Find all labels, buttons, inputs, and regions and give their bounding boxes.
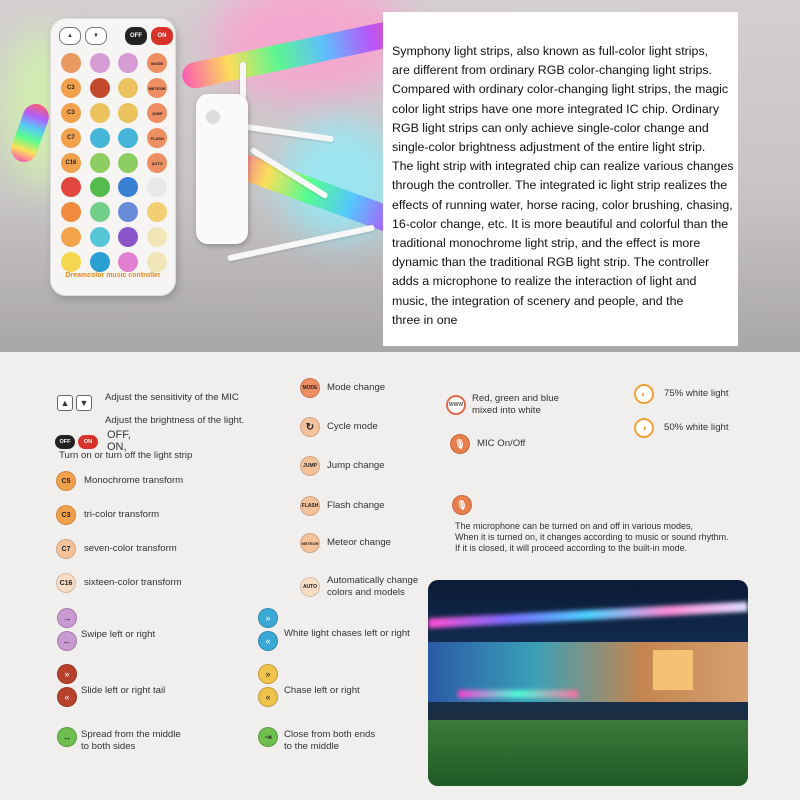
rgb-white-icon: WWW [446, 395, 466, 415]
white-chase-right-icon: » [258, 608, 278, 628]
remote-button-4-1[interactable] [90, 153, 110, 173]
down-arrow-icon: ▼ [76, 395, 92, 411]
white-chase-label: White light chases left or right [284, 628, 410, 639]
off-on-desc: Turn on or turn off the light strip [59, 450, 193, 461]
mic-icon: 🎙 [450, 434, 470, 454]
color-button-2-1[interactable] [90, 227, 110, 247]
legend-auto [300, 575, 418, 598]
swipe-left-icon: ← [57, 631, 77, 651]
c5-icon: C5 [56, 471, 76, 491]
mode-icon: MODE [300, 378, 320, 398]
jump-icon: JUMP [300, 456, 320, 476]
color-button-0-0[interactable] [61, 177, 81, 197]
legend-arrows [57, 380, 244, 426]
color-button-3-2[interactable] [118, 252, 138, 272]
color-button-3-1[interactable] [90, 252, 110, 272]
cycle-mode-label: Cycle mode [327, 421, 378, 433]
up-arrow-icon[interactable]: ▲ [59, 27, 81, 45]
window [653, 650, 693, 690]
chase-label: Chase left or right [284, 685, 360, 696]
color-button-0-1[interactable] [90, 177, 110, 197]
remote-brand: Dreamcolor music controller [65, 272, 161, 279]
color-button-1-0[interactable] [61, 202, 81, 222]
mic-onoff-label: MIC On/Off [477, 438, 526, 450]
arrows-label [105, 380, 244, 426]
remote-button-3-2[interactable] [118, 128, 138, 148]
swipe-label: Swipe left or right [81, 629, 156, 640]
remote-button-4-2[interactable] [118, 153, 138, 173]
legend-c3 [56, 505, 159, 525]
legend-c7 [56, 539, 177, 559]
sensitivity-text: Adjust the sensitivity of the MIC [105, 391, 239, 403]
remote-button-0-1[interactable] [90, 53, 110, 73]
remote-button-2-3[interactable]: JUMP [147, 103, 167, 123]
legend-rgb-white [446, 393, 559, 416]
cycle-icon: ↻ [300, 417, 320, 437]
sixteen-color-label: sixteen-color transform [84, 577, 182, 589]
white50-icon: ◑ [634, 418, 654, 438]
off-on-title: OFF, ON, [107, 429, 131, 453]
flash-icon: FLASH [300, 496, 320, 516]
legend-c16 [56, 573, 182, 593]
auto-icon: AUTO [300, 577, 320, 597]
swipe-right-icon: → [57, 608, 77, 628]
down-arrow-icon[interactable]: ▼ [85, 27, 107, 45]
mic-hole [206, 110, 220, 124]
eave-lights [428, 602, 748, 629]
remote-control [50, 18, 176, 296]
color-button-1-2[interactable] [118, 202, 138, 222]
meteor-change-label: Meteor change [327, 537, 391, 549]
slide-tail-label: Slide left or right tail [81, 685, 166, 696]
remote-button-1-2[interactable] [118, 78, 138, 98]
remote-button-0-3[interactable]: MODE [147, 53, 167, 73]
remote-button-3-0[interactable]: C7 [61, 128, 81, 148]
chase-left-icon: « [258, 687, 278, 707]
remote-button-2-0[interactable]: C3 [61, 103, 81, 123]
remote-color-grid [59, 177, 169, 272]
color-button-2-0[interactable] [61, 227, 81, 247]
tail-right-icon: » [57, 664, 77, 684]
remote-button-2-1[interactable] [90, 103, 110, 123]
lawn [428, 720, 748, 786]
mode-change-label: Mode change [327, 382, 386, 394]
legend-cycle [300, 417, 378, 437]
description-text: Symphony light strips, also known as full-color light strips, are different from ordinary RGB color-changing light strips. Compared with ordinary color-changing light strips, the magic color light strips have one more integrated IC chip. Ordinary RGB light strips can only achieve single-color change and single-color brightness adjustment of the entire light strip. The light strip with integrated chip can realize various changes through the controller. The integrated ic light strip realizes the effects of running water, horse racing, color brushing, chasing, 16-color change, etc. It is more beautiful and colorful than the traditional monochrome light strip, and the effect is more dynamic than the traditional RGB light strip. The controller adds a microphone to realize the interaction of light and music, the integration of scenery and people, and the three in one [392, 44, 734, 327]
up-arrow-icon: ▲ [57, 395, 73, 411]
legend-mic [450, 434, 525, 454]
controller-box [196, 94, 248, 244]
rgb-white-label: Red, green and blue mixed into white [472, 393, 559, 416]
monochrome-label: Monochrome transform [84, 475, 184, 487]
white50-label: 50% white light [664, 422, 729, 434]
legend-mode [300, 378, 385, 398]
white-chase-left-icon: « [258, 631, 278, 651]
color-button-0-2[interactable] [118, 177, 138, 197]
seven-color-label: seven-color transform [84, 543, 177, 555]
remote-function-grid [59, 53, 169, 173]
legend-jump [300, 456, 385, 476]
product-photo [0, 0, 800, 352]
color-button-0-3[interactable] [147, 177, 167, 197]
remote-button-1-3[interactable]: METEOR [147, 78, 167, 98]
white75-label: 75% white light [664, 388, 729, 400]
house-photo [428, 580, 748, 786]
remote-button-3-3[interactable]: FLASH [147, 128, 167, 148]
tail-left-icon: « [57, 687, 77, 707]
on-icon: ON [78, 435, 98, 449]
spread-label: Spread from the middle to both sides [81, 729, 181, 752]
color-button-2-3[interactable] [147, 227, 167, 247]
legend-meteor [300, 533, 391, 553]
c16-icon: C16 [56, 573, 76, 593]
color-button-2-2[interactable] [118, 227, 138, 247]
remote-button-1-1[interactable] [90, 78, 110, 98]
legend-white75 [634, 384, 729, 404]
off-button[interactable]: OFF [125, 27, 147, 45]
mic-description: The microphone can be turned on and off in various modes, When it is turned on, it changes according to music or sound rhythm. If it is closed, it will proceed according to the built-in mode. [455, 521, 729, 553]
jump-change-label: Jump change [327, 460, 385, 472]
brightness-text: Adjust the brightness of the light. [105, 414, 245, 426]
wire [227, 224, 375, 261]
color-button-3-0[interactable] [61, 252, 81, 272]
legend-flash [300, 496, 385, 516]
color-button-1-1[interactable] [90, 202, 110, 222]
remote-button-0-2[interactable] [118, 53, 138, 73]
c3-icon: C3 [56, 505, 76, 525]
chase-right-icon: » [258, 664, 278, 684]
mic-icon-large: 🎙 [452, 495, 472, 515]
mic-icon[interactable] [61, 53, 81, 73]
spread-icon: ↔ [57, 727, 77, 747]
flash-change-label: Flash change [327, 500, 385, 512]
off-icon: OFF [55, 435, 75, 449]
legend-c5 [56, 471, 183, 491]
color-button-1-3[interactable] [147, 202, 167, 222]
auto-change-label: Automatically change colors and models [327, 575, 419, 598]
porch-lights [458, 690, 578, 698]
meteor-icon: METEOR [300, 533, 320, 553]
legend-white50 [634, 418, 729, 438]
remote-button-2-2[interactable] [118, 103, 138, 123]
white75-icon: ◐ [634, 384, 654, 404]
color-button-3-3[interactable] [147, 252, 167, 272]
tri-color-label: tri-color transform [84, 509, 160, 521]
remote-button-3-1[interactable] [90, 128, 110, 148]
close-ends-icon: ⇥ [258, 727, 278, 747]
close-ends-label: Close from both ends to the middle [284, 729, 376, 752]
remote-button-4-3[interactable]: AUTO [147, 153, 167, 173]
remote-button-1-0[interactable]: C3 [61, 78, 81, 98]
description-panel [383, 12, 738, 346]
on-button[interactable]: ON [151, 27, 173, 45]
c7-icon: C7 [56, 539, 76, 559]
remote-button-4-0[interactable]: C16 [61, 153, 81, 173]
